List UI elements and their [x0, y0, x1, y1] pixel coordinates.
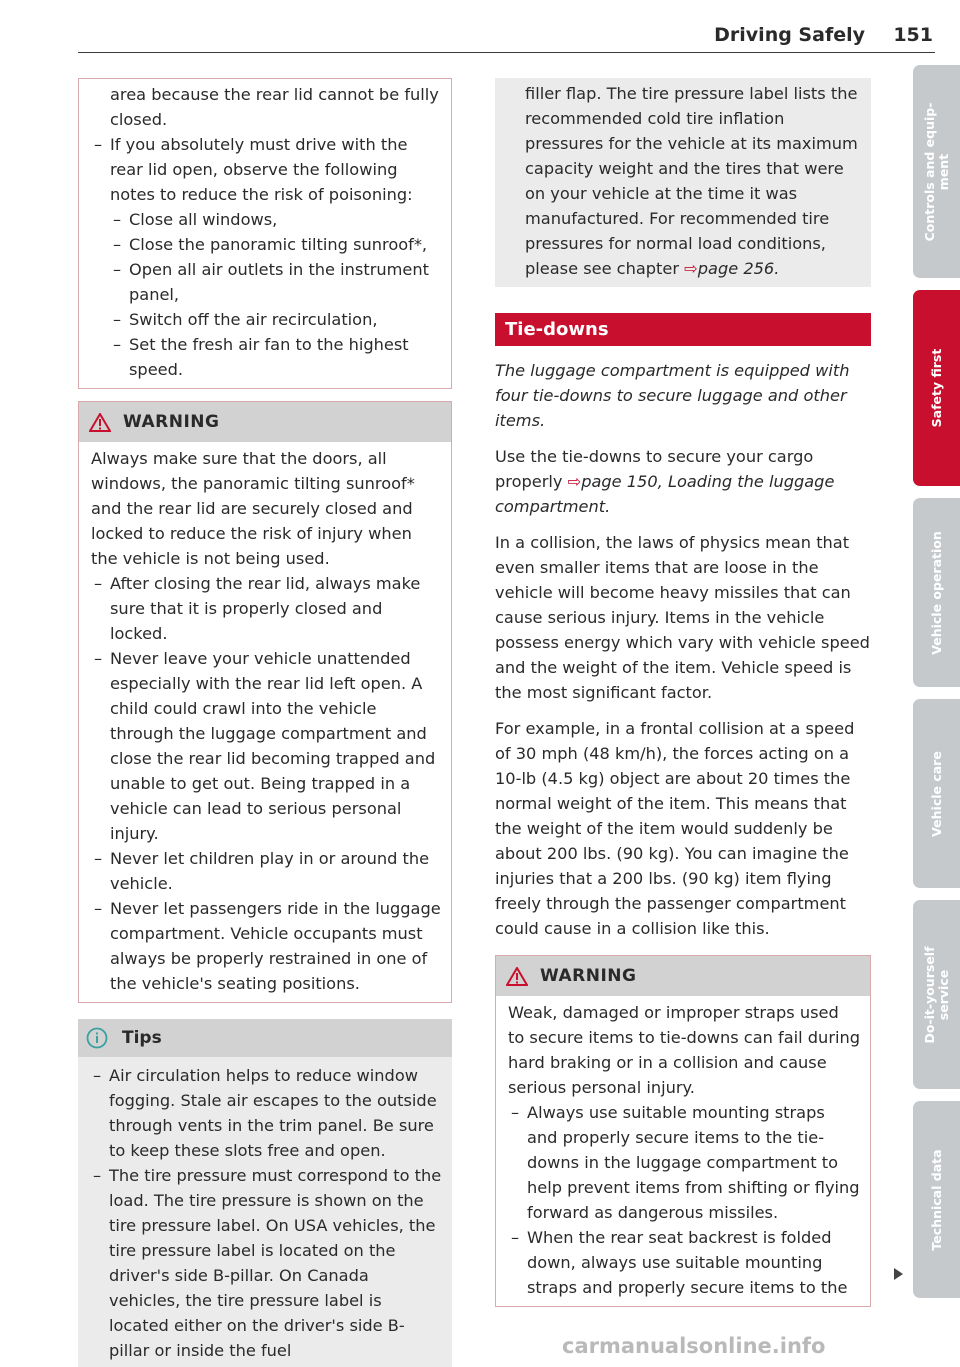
- warning-box: [495, 955, 871, 1307]
- tips-item: – The tire pressure must correspond to the load. The tire pressure is shown on the tire pressure label. On USA vehicles, the tire pressure label is located on the driver's side B-pillar. On Canada vehicles, the tire pressure label is located either on the driver's side B-pillar or inside the fuel: [90, 1163, 442, 1363]
- tab-label: Vehicle operation: [928, 530, 944, 655]
- warning-triangle-icon: [506, 967, 528, 986]
- section-intro: The luggage compartment is equipped with four tie-downs to secure luggage and other items.: [495, 361, 850, 430]
- note-subitem: – Set the fresh air fan to the highest speed.: [110, 332, 441, 382]
- tab-do-it-yourself-service[interactable]: [913, 900, 960, 1089]
- warning-item: – Never let passengers ride in the luggage compartment. Vehicle occupants must always be properly restrained in one of the vehicle's seating positions.: [91, 896, 441, 996]
- tips-list: [90, 1063, 442, 1363]
- tab-safety-first[interactable]: [913, 290, 960, 486]
- tab-technical-data[interactable]: [913, 1101, 960, 1298]
- warning-body: [79, 442, 451, 1002]
- page-number: 151: [893, 24, 933, 46]
- warning-item: – Always use suitable mounting straps and properly secure items to the tie-downs in the luggage compartment to help prevent items from shifting or flying forward as dangerous missiles.: [508, 1100, 860, 1225]
- tips-continuation-text: filler flap. The tire pressure label lists the recommended cold tire inflation pressures for the vehicle at its maximum capacity weight and the tires that were on your vehicle at the time it was manufactured. For recommended tire pressures for normal load conditions, please see chapter: [525, 84, 858, 278]
- paragraph: For example, in a frontal collision at a speed of 30 mph (48 km/h), the forces acting on a 10-lb (4.5 kg) object are about 20 times the normal weight of the item. This means that the weight of the item would suddenly be about 200 lbs. (90 kg). You can imagine the injuries that a 200 lbs. (90 kg) item flying freely through the passenger compartment could cause in a collision like this.: [495, 719, 855, 938]
- tips-title: Tips: [122, 1027, 162, 1048]
- warning-body: [496, 996, 870, 1306]
- tab-label: Safety first: [928, 348, 944, 428]
- warning-header: [496, 956, 870, 996]
- warning-title: WARNING: [123, 411, 220, 432]
- warning-list: [508, 1100, 860, 1300]
- info-icon: [86, 1027, 108, 1049]
- tab-vehicle-care[interactable]: [913, 699, 960, 888]
- warning-title: WARNING: [540, 965, 637, 986]
- tab-vehicle-operation[interactable]: [913, 498, 960, 687]
- warning-header: [79, 402, 451, 442]
- warning-item: – After closing the rear lid, always make sure that it is properly closed and locked.: [91, 571, 441, 646]
- note-list: [91, 132, 441, 382]
- tab-label: Do-it-yourself service: [921, 945, 951, 1044]
- tips-continuation-box: [495, 78, 871, 287]
- left-column: [78, 78, 452, 1367]
- note-continuation: area because the rear lid cannot be fully closed.: [110, 85, 439, 129]
- warning-intro: Always make sure that the doors, all windows, the panoramic tilting sunroof* and the rear lid are securely closed and locked to reduce the risk of injury when the vehicle is not being used.: [91, 449, 415, 568]
- tips-item: – Air circulation helps to reduce window fogging. Stale air escapes to the outside through vents in the trim panel. Be sure to keep these slots free and open.: [90, 1063, 442, 1163]
- tips-body: [78, 1057, 452, 1367]
- tab-controls-and-equipment[interactable]: [913, 65, 960, 278]
- page-header: [78, 22, 935, 53]
- tab-label: Controls and equip- ment: [921, 102, 951, 241]
- continued-note-box: [78, 78, 452, 389]
- warning-box: [78, 401, 452, 1003]
- paragraph: In a collision, the laws of physics mean that even smaller items that are loose in the vehicle will become heavy missiles that can cause serious injury. Items in the vehicle possess energy which vary with vehicle speed and the weight of the item. Vehicle speed is the most significant factor.: [495, 533, 870, 702]
- warning-item: – When the rear seat backrest is folded down, always use suitable mounting straps and properly secure items to the: [508, 1225, 860, 1300]
- warning-intro: Weak, damaged or improper straps used to secure items to tie-downs can fail during hard braking or in a collision and cause serious personal injury.: [508, 1003, 861, 1097]
- arrow-right-icon: ⇨: [684, 259, 698, 278]
- note-subitem: – Open all air outlets in the instrument panel,: [110, 257, 441, 307]
- tab-label: Technical data: [928, 1148, 944, 1251]
- tips-continuation: [525, 81, 861, 281]
- warning-item: – Never leave your vehicle unattended especially with the rear lid left open. A child could crawl into the vehicle through the luggage compartment and close the rear lid becoming trapped and unable to get out. Being trapped in a vehicle can lead to serious personal injury.: [91, 646, 441, 846]
- continued-arrow-icon: [894, 1268, 903, 1280]
- note-sublist: [110, 207, 441, 382]
- warning-list: [91, 571, 441, 996]
- paragraph-text: Use the tie-downs to secure your cargo properly: [495, 447, 814, 491]
- note-item-text: If you absolutely must drive with the rear lid open, observe the following notes to reduce the risk of poisoning:: [110, 135, 413, 204]
- arrow-right-icon: ⇨: [567, 472, 582, 491]
- section-title: Driving Safely: [714, 24, 865, 46]
- tab-label: Vehicle care: [928, 750, 944, 837]
- section-heading-text: Tie-downs: [505, 319, 609, 340]
- watermark: carmanualsonline.info: [562, 1334, 826, 1358]
- tips-header: [78, 1019, 452, 1057]
- page-reference-link[interactable]: page 150, Loading the luggage compartment.: [495, 472, 835, 516]
- note-item: [91, 132, 441, 382]
- page-reference-link[interactable]: page 256.: [697, 259, 780, 278]
- tie-downs-heading: [495, 313, 871, 346]
- note-subitem: – Close the panoramic tilting sunroof*,: [110, 232, 441, 257]
- note-subitem: – Close all windows,: [110, 207, 441, 232]
- tips-box: [78, 1019, 452, 1367]
- right-column: [495, 78, 871, 1307]
- warning-triangle-icon: [89, 413, 111, 432]
- paragraph: [495, 444, 871, 519]
- warning-item: – Never let children play in or around the vehicle.: [91, 846, 441, 896]
- note-subitem: – Switch off the air recirculation,: [110, 307, 441, 332]
